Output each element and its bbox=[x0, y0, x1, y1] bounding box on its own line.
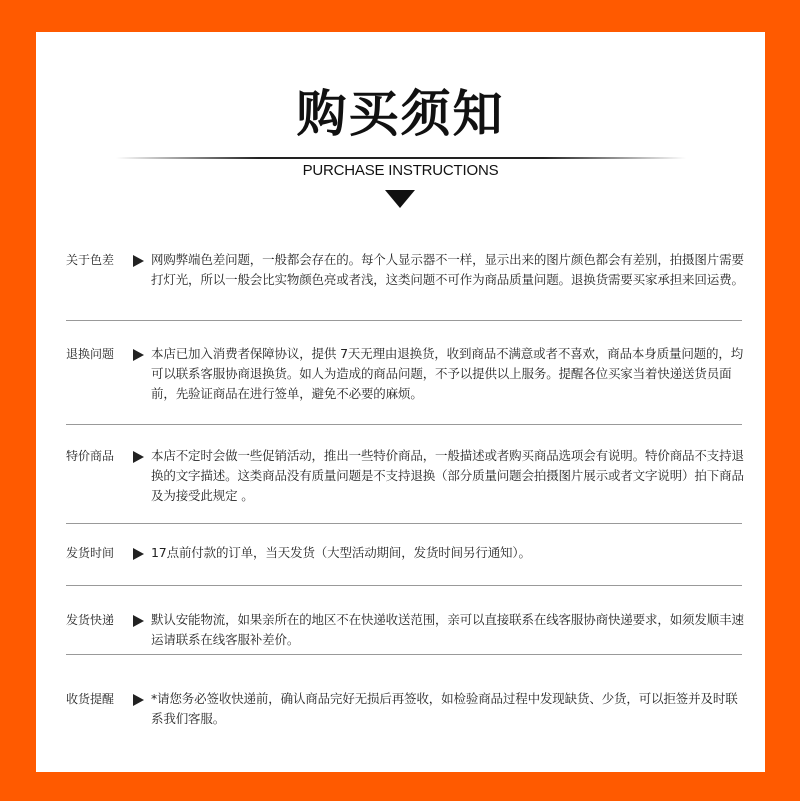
right-triangle-icon bbox=[133, 349, 144, 361]
right-triangle-icon bbox=[133, 255, 144, 267]
right-triangle-icon bbox=[133, 615, 144, 627]
section-text: *请您务必签收快递前，确认商品完好无损后再签收，如检验商品过程中发现缺货、少货，可以拒签并及时联系我们客服。 bbox=[151, 691, 738, 726]
right-triangle-icon bbox=[133, 694, 144, 706]
section-label: 特价商品 bbox=[66, 449, 115, 463]
section-divider bbox=[66, 585, 742, 586]
section-text: 默认安能物流，如果亲所在的地区不在快递收送范围，亲可以直接联系在线客服协商快递要求，如须发顺丰速运请联系在线客服补差价。 bbox=[151, 612, 744, 647]
section-text: 17点前付款的订单，当天发货（大型活动期间，发货时间另行通知）。 bbox=[151, 545, 531, 560]
section-label: 发货快递 bbox=[66, 613, 115, 627]
section-divider bbox=[66, 523, 742, 524]
right-triangle-icon bbox=[133, 451, 144, 463]
right-triangle-icon bbox=[133, 548, 144, 560]
section-label: 收货提醒 bbox=[66, 692, 115, 706]
section-label: 发货时间 bbox=[66, 546, 115, 560]
page-title: 购买须知 bbox=[296, 85, 505, 143]
section-label: 退换问题 bbox=[66, 347, 115, 361]
section-divider bbox=[66, 654, 742, 655]
section-text: 本店已加入消费者保障协议，提供 7天无理由退换货，收到商品不满意或者不喜欢，商品本身质量问题的，均可以联系客服协商退换货。如人为造成的商品问题，不予以提供以上服务。提醒各位买家当着快递送货员面前，先验证商品在进行签单，避免不必要的麻烦。 bbox=[151, 346, 744, 401]
section-text: 网购弊端色差问题，一般都会存在的。每个人显示器不一样，显示出来的图片颜色都会有差别，拍摄图片需要打灯光，所以一般会比实物颜色亮或者浅，这类问题不可作为商品质量问题。退换货需要买家承担来回运费。 bbox=[151, 252, 744, 287]
title-divider bbox=[116, 157, 686, 159]
instructions-panel bbox=[36, 32, 765, 772]
section-divider bbox=[66, 424, 742, 425]
section-divider bbox=[66, 320, 742, 321]
page-subtitle: PURCHASE INSTRUCTIONS bbox=[302, 162, 499, 179]
section-label: 关于色差 bbox=[66, 253, 115, 267]
down-triangle-icon bbox=[385, 190, 415, 208]
section-text: 本店不定时会做一些促销活动，推出一些特价商品，一般描述或者购买商品选项会有说明。特价商品不支持退换的文字描述。这类商品没有质量问题是不支持退换（部分质量问题会拍摄图片展示或者文字说明）拍下商品及为接受此规定 。 bbox=[151, 448, 744, 503]
